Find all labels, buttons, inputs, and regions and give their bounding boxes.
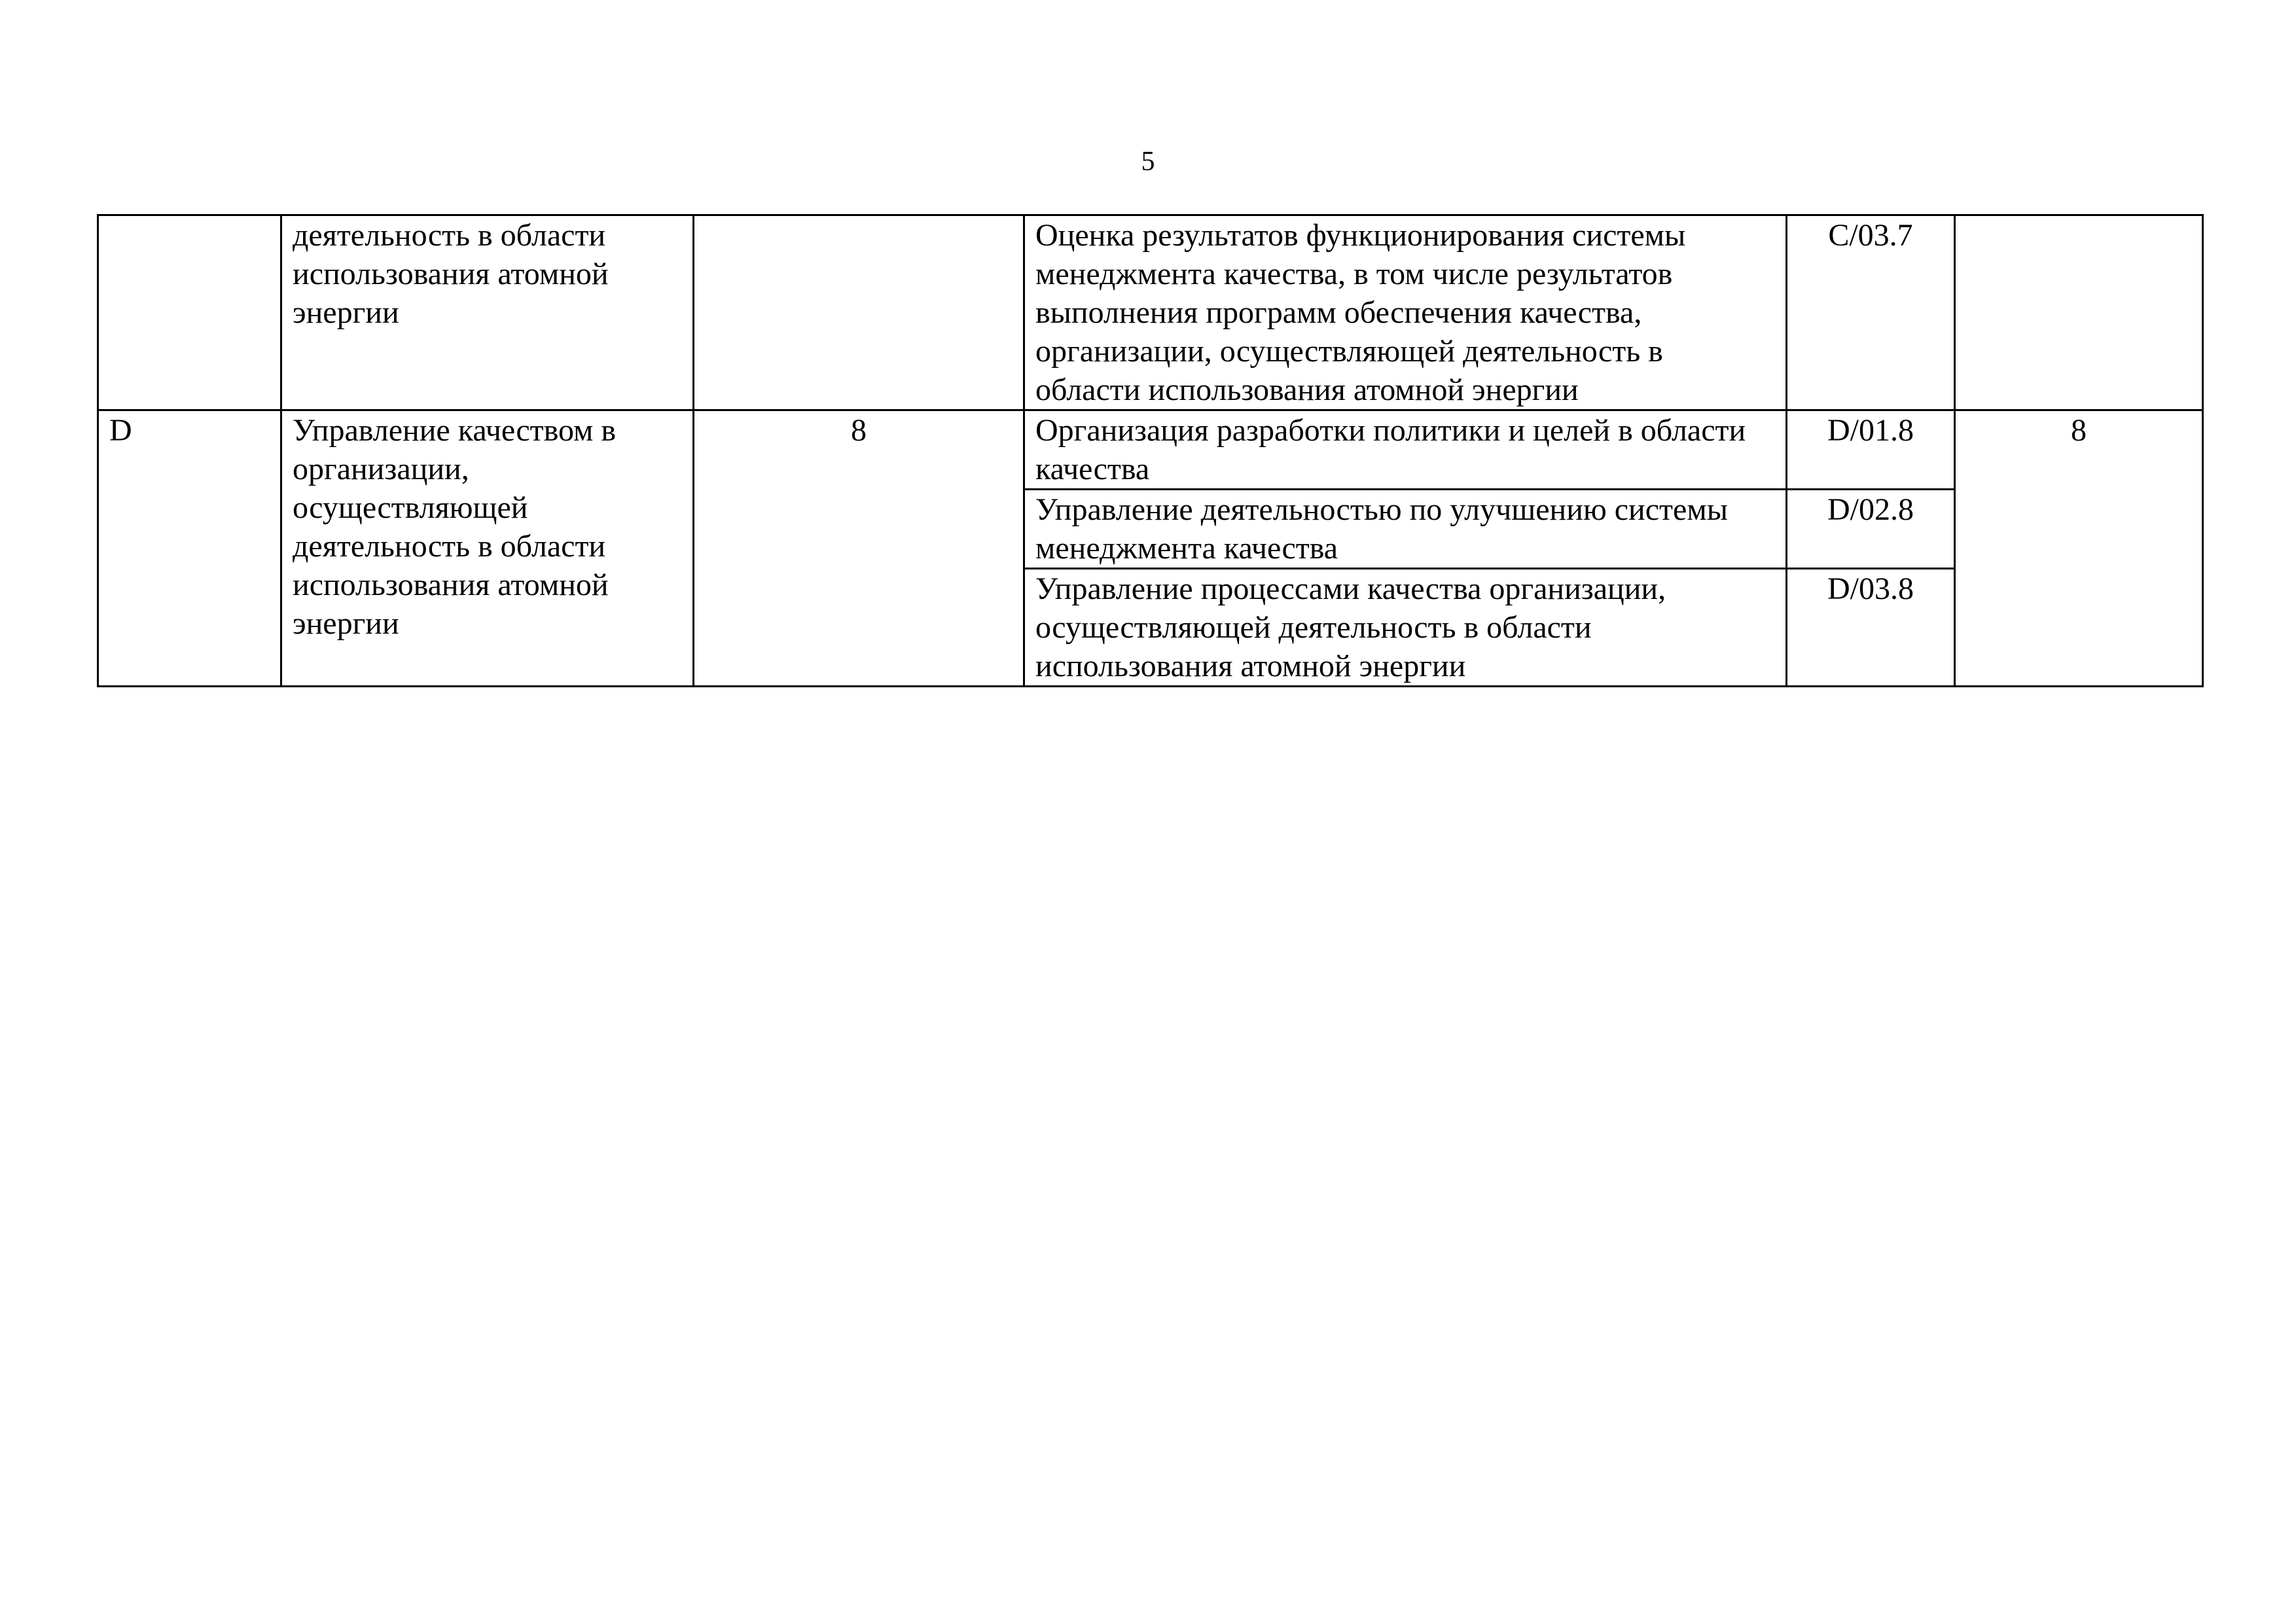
cell-labor-function: Оценка результатов функционирования системы менеджмента качества, в том числе результатов выполнения программ обеспечения качества, организации, осуществляющей деятельность в области использования атомной энергии <box>1024 215 1787 410</box>
functions-table <box>97 214 2204 687</box>
cell-code <box>98 215 281 410</box>
cell-generalized-function: Управление качеством в организации, осуществляющей деятельность в области использования атомной энергии <box>281 410 694 687</box>
cell-qualification-level <box>694 215 1024 410</box>
cell-labor-function: Управление деятельностью по улучшению системы менеджмента качества <box>1024 490 1787 569</box>
cell-function-code: D/01.8 <box>1787 410 1955 490</box>
cell-code: D <box>98 410 281 687</box>
table-row-continuation <box>98 215 2203 410</box>
cell-function-code: C/03.7 <box>1787 215 1955 410</box>
cell-labor-function: Управление процессами качества организации, осуществляющей деятельность в области использования атомной энергии <box>1024 569 1787 687</box>
cell-sublevel <box>1955 215 2203 410</box>
cell-function-code: D/03.8 <box>1787 569 1955 687</box>
cell-sublevel: 8 <box>1955 410 2203 687</box>
cell-generalized-function: деятельность в области использования атомной энергии <box>281 215 694 410</box>
page-number: 5 <box>1141 147 1155 177</box>
table-row-d-1 <box>98 410 2203 490</box>
cell-function-code: D/02.8 <box>1787 490 1955 569</box>
cell-qualification-level: 8 <box>694 410 1024 687</box>
cell-labor-function: Организация разработки политики и целей в области качества <box>1024 410 1787 490</box>
